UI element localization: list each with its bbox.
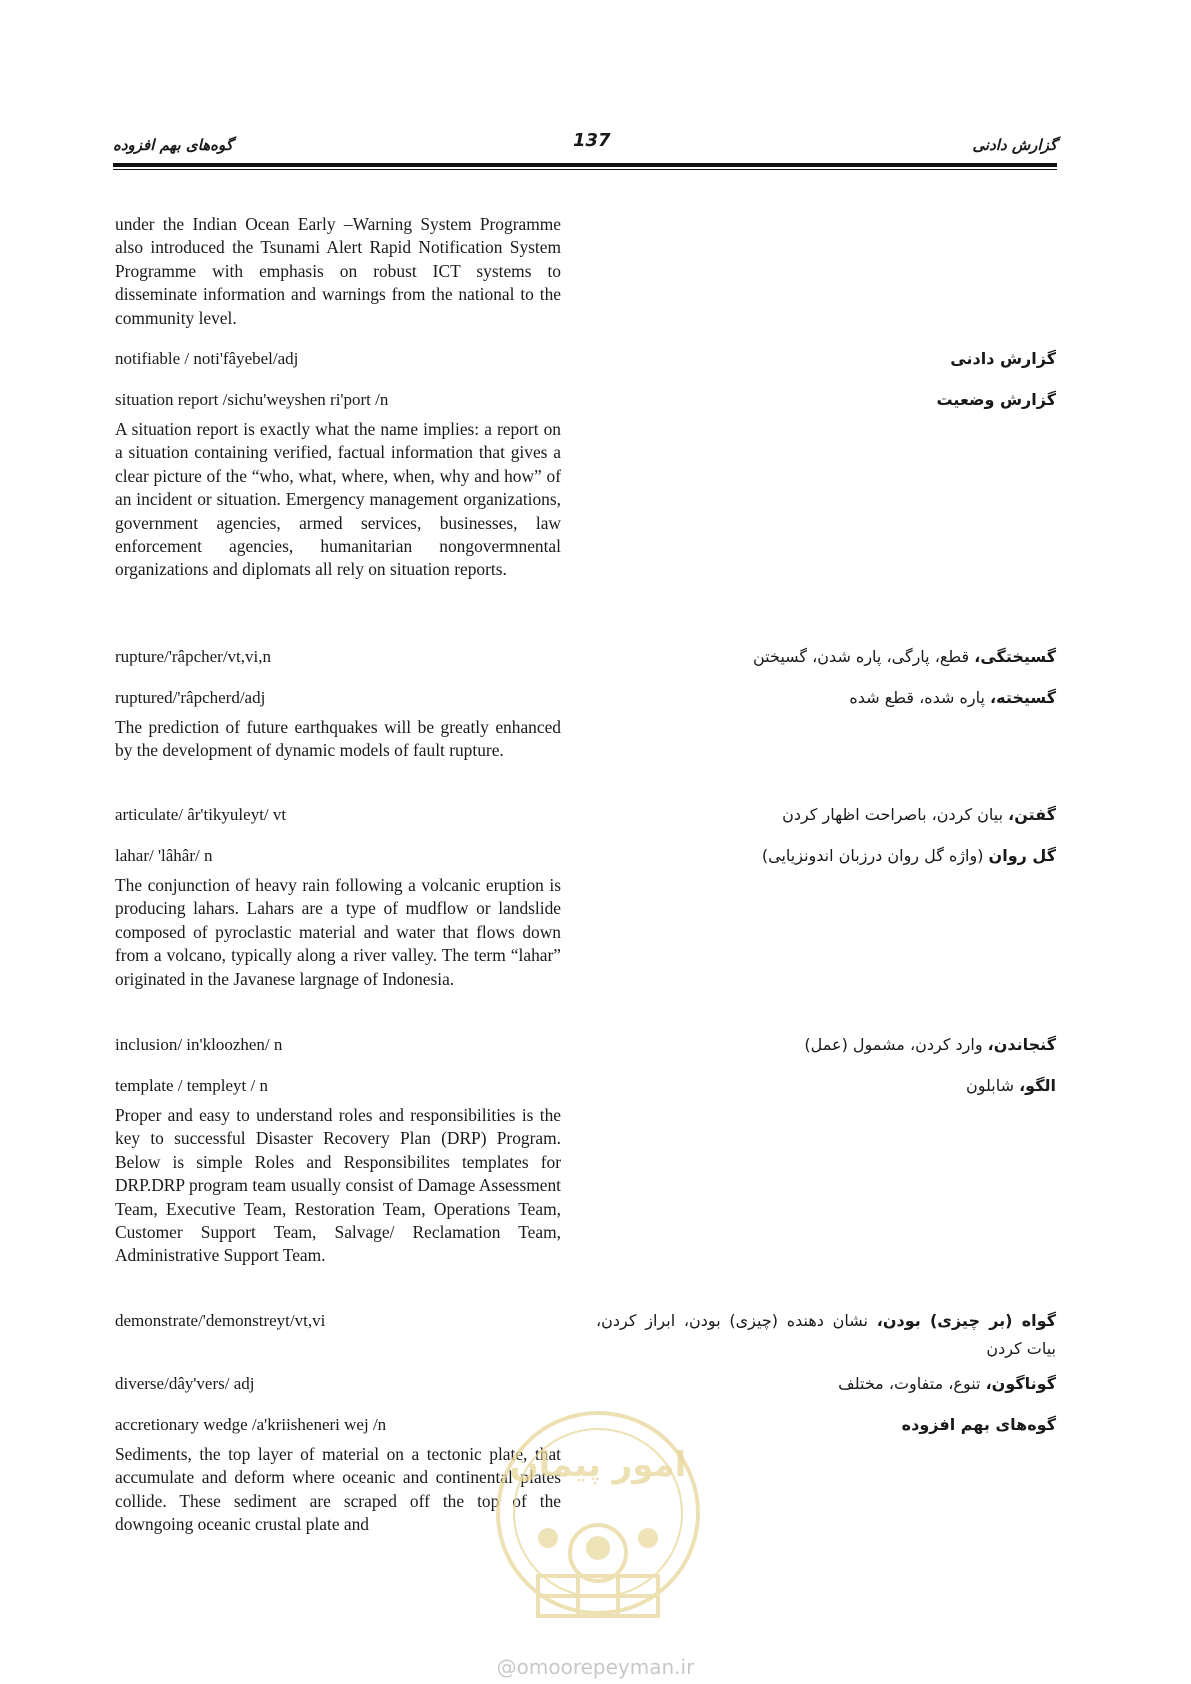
entry-fa-diverse: گوناگون، تنوع، متفاوت، مختلف (838, 1374, 1056, 1393)
entry-para-lahar: The conjunction of heavy rain following a volcanic eruption is producing lahars. Lahars are a type of mudflow or landslide composed of pyroclastic material and water that flows down from a volcano, typically along a river valley. The term “lahar” originated in the Javanese largnage of Indonesia. (115, 875, 561, 989)
entry-term-ruptured: ruptured/'râpcherd/adj (115, 688, 266, 707)
entry-term-accretionary-wedge: accretionary wedge /a'kriisheneri wej /n (115, 1415, 387, 1434)
entry-fa-situation-report: گزارش وضعیت (936, 390, 1056, 409)
watermark-url: @omoorepeyman.ir (496, 1655, 695, 1679)
entry-term-template: template / templeyt / n (115, 1076, 268, 1095)
entry-term-inclusion: inclusion/ in'kloozhen/ n (115, 1035, 283, 1054)
watermark-seal (478, 1398, 718, 1648)
entry-para-situation-report: A situation report is exactly what the name implies: a report on a situation containing verified, factual information that gives a clear picture of the “who, what, where, when, why and how” of an incident or situation. Emergency management organizations, government agencies, armed services, businesses, law enforcement agencies, humanitarian nongovermnental organizations and diplomats all rely on situation reports. (115, 419, 561, 580)
header-rule-thick (113, 163, 1057, 167)
entry-fa-rupture: گسیختگی، قطع، پارگی، پاره شدن، گسیختن (752, 647, 1056, 666)
entry-term-rupture: rupture/'râpcher/vt,vi,n (115, 647, 272, 666)
page-header (113, 128, 1057, 162)
entry-fa-accretionary-wedge: گوه‌های بهم افزوده (901, 1415, 1056, 1434)
header-left-title: گوه‌های بهم افزوده (113, 136, 233, 154)
entry-term-diverse: diverse/dây'vers/ adj (115, 1374, 255, 1393)
header-right-title: گزارش دادنی (972, 136, 1057, 154)
entry-term-lahar: lahar/ 'lâhâr/ n (115, 846, 213, 865)
entry-para-template: Proper and easy to understand roles and responsibilities is the key to successful Disaster Recovery Plan (DRP) Program. Below is simple Roles and Responsibilites templates for DRP.DRP program team usually consist of Damage Assessment Team, Executive Team, Restoration Team, Operations Team, Customer Support Team, Salvage/ Reclamation Team, Administrative Support Team. (115, 1105, 561, 1266)
entry-fa-notifiable: گزارش دادنی (950, 349, 1056, 368)
entry-fa-lahar: گل روان (واژه گل روان درزبان اندونزیایی) (761, 846, 1056, 865)
entry-fa-demonstrate: گواه (بر چیزی) بودن، نشان دهنده (چیزی) بودن، ابراز کردن، بیات کردن (596, 1311, 1057, 1358)
entry-fa-template: الگو، شابلون (965, 1076, 1056, 1095)
watermark-seal-text: امور پیمان (509, 1445, 687, 1485)
entry-fa-articulate: گفتن، بیان کردن، باصراحت اظهار کردن (782, 805, 1056, 824)
entry-term-articulate: articulate/ âr'tikyuleyt/ vt (115, 805, 287, 824)
intro-paragraph: under the Indian Ocean Early –Warning System Programme also introduced the Tsunami Alert Rapid Notification System Programme with emphasis on robust ICT systems to disseminate information and warnings from the national to the community level. (115, 214, 561, 328)
header-rule-thin (113, 169, 1057, 170)
entry-term-situation-report: situation report /sichu'weyshen ri'port /n (115, 390, 389, 409)
entry-para-ruptured: The prediction of future earthquakes will be greatly enhanced by the development of dynamic models of fault rupture. (115, 717, 561, 761)
entry-fa-inclusion: گنجاندن، وارد کردن، مشمول (عمل) (804, 1035, 1056, 1054)
page-number: 137 (573, 130, 611, 151)
entry-para-accretionary-wedge: Sediments, the top layer of material on a tectonic plate, that accumulate and deform where oceanic and continental plates collide. These sediment are scraped off the top of the downgoing oceanic crustal plate and (115, 1444, 561, 1535)
entry-fa-ruptured: گسیخته، پاره شده، قطع شده (849, 688, 1056, 707)
entry-term-notifiable: notifiable / noti'fâyebel/adj (115, 349, 299, 368)
entry-term-demonstrate: demonstrate/'demonstreyt/vt,vi (115, 1311, 326, 1330)
